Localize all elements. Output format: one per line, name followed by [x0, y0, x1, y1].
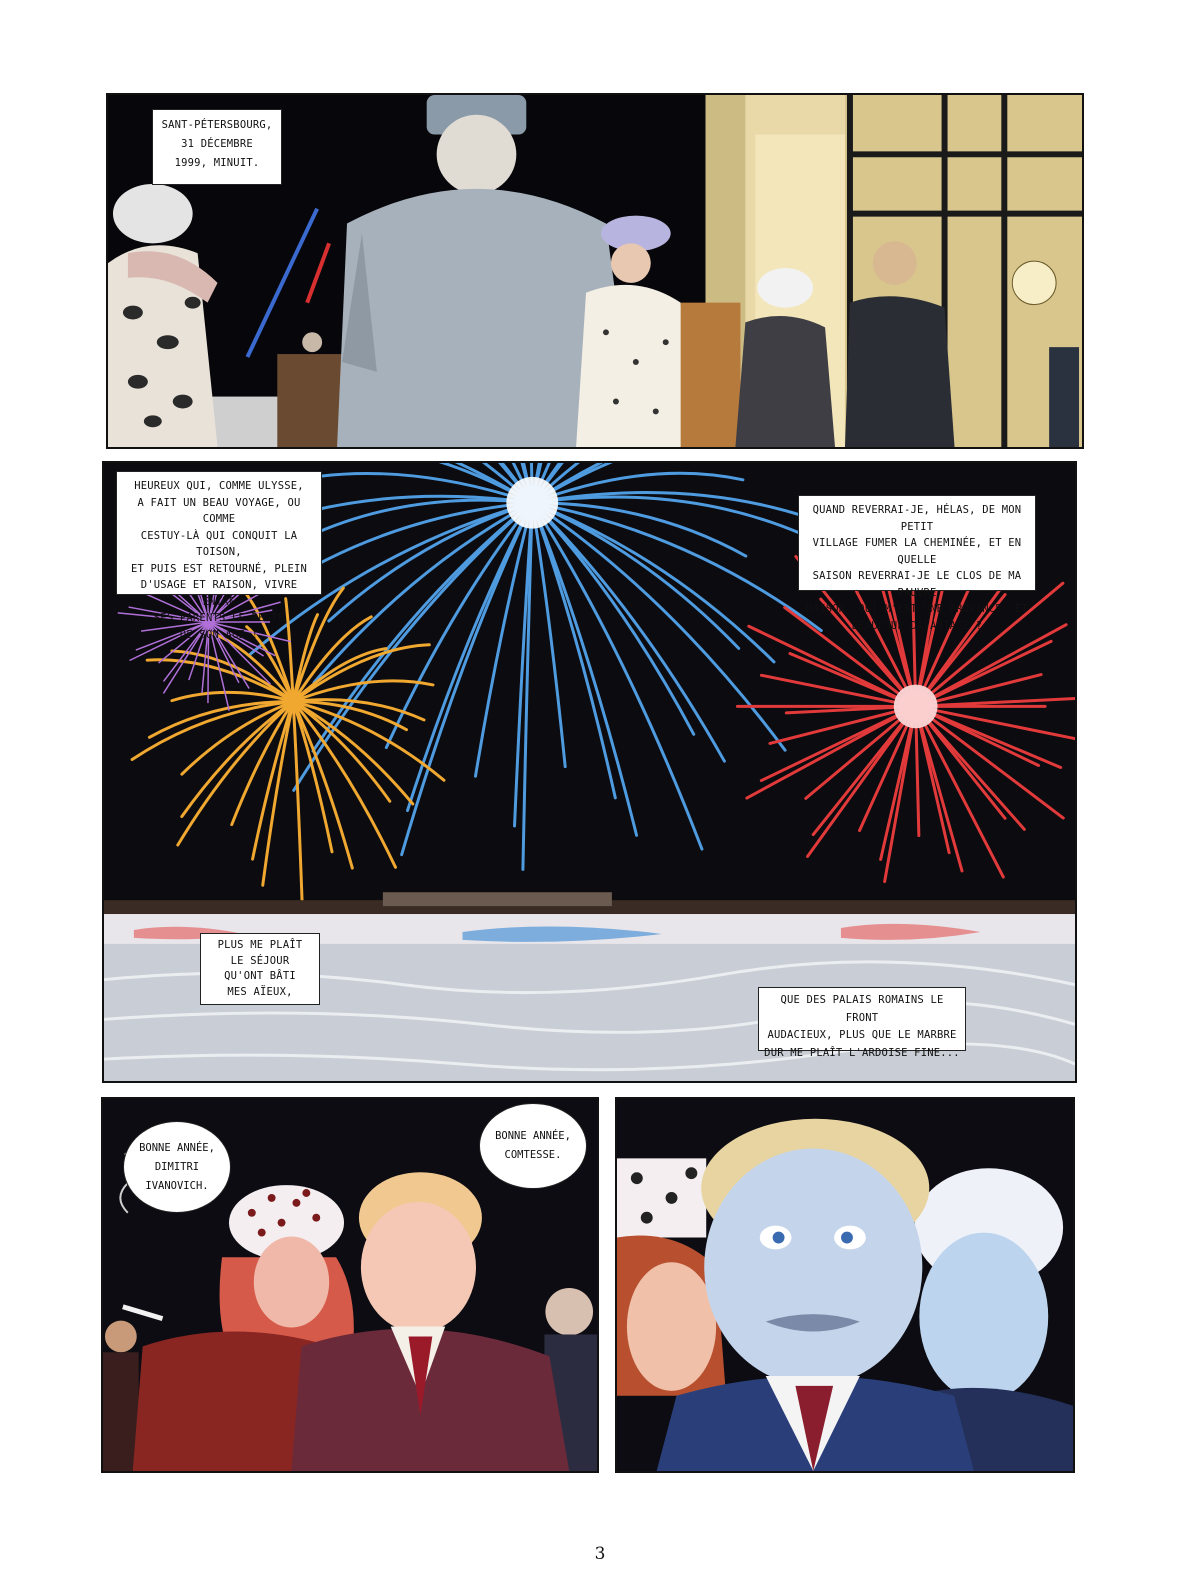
fur-hat — [113, 184, 193, 243]
caption-location-date: SANT-PÉTERSBOURG, 31 DÉCEMBRE 1999, MINUIT. — [152, 109, 282, 185]
caption-poem-palais: QUE DES PALAIS ROMAINS LE FRONT AUDACIEUX, PLUS QUE LE MARBRE DUR ME PLAÎT L'ARDOISE FINE... — [758, 987, 966, 1051]
pale-man-face — [919, 1233, 1048, 1401]
caption-poem-ulysse: HEUREUX QUI, COMME ULYSSE, A FAIT UN BEAU VOYAGE, OU COMME CESTUY-LÀ QUI CONQUIT LA TOISON, ET PUIS EST RETOURNÉ, PLEIN D'USAGE ET RAISON, VIVRE ENTRE SES PARENTS LE RESTE DE SON ÂGE ! — [116, 471, 322, 595]
speech-bubble-countess: BONNE ANNÉE, DIMITRI IVANOVICH. — [123, 1121, 231, 1213]
dimitri-face-closeup — [704, 1148, 922, 1385]
panel-4-art — [617, 1099, 1073, 1471]
panel-2 — [102, 461, 1077, 1083]
white-fur-coat — [576, 285, 696, 447]
panel-4 — [615, 1097, 1075, 1473]
caption-poem-village: QUAND REVERRAI-JE, HÉLAS, DE MON PETIT VILLAGE FUMER LA CHEMINÉE, ET EN QUELLE SAISON REVERRAI-JE LE CLOS DE MA PAUVRE MAISON, QUI M'EST UNE PROVINCE, ET BEAUCOUP DAVANTAGE ? — [798, 495, 1036, 591]
caption-poem-sejour: PLUS ME PLAÎT LE SÉJOUR QU'ONT BÂTI MES AÏEUX, — [200, 933, 320, 1005]
page-number: 3 — [594, 1544, 606, 1564]
chandelier — [1012, 261, 1056, 305]
panel-1 — [106, 93, 1084, 449]
panel-3 — [101, 1097, 599, 1473]
dimitri-face — [361, 1202, 476, 1333]
man-dark-suit — [845, 296, 955, 447]
speech-bubble-dimitri: BONNE ANNÉE, COMTESSE. — [479, 1103, 587, 1189]
